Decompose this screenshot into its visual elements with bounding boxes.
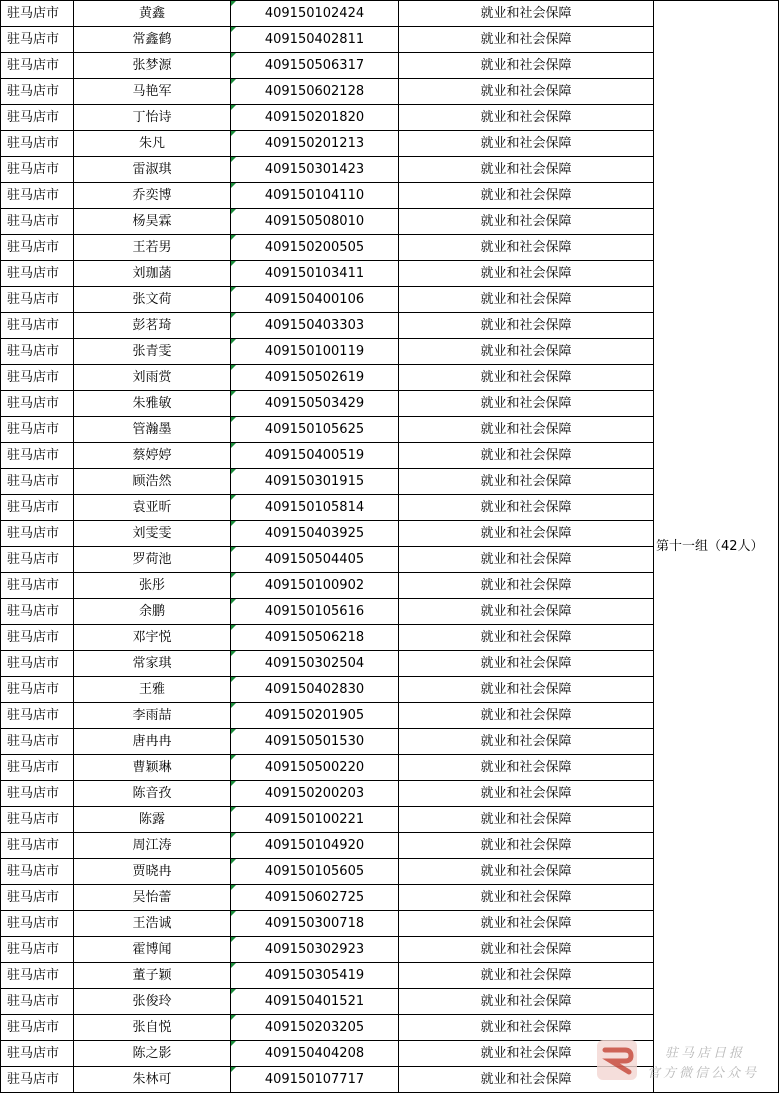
dept-cell: 就业和社会保障 [399,521,654,547]
id-cell: 409150400106 [231,287,399,313]
name-cell: 黄鑫 [74,1,231,27]
city-cell: 驻马店市 [1,235,74,261]
city-cell: 驻马店市 [1,53,74,79]
city-cell: 驻马店市 [1,27,74,53]
dept-cell: 就业和社会保障 [399,469,654,495]
id-cell: 409150105605 [231,859,399,885]
name-cell: 丁怡诗 [74,105,231,131]
dept-cell: 就业和社会保障 [399,677,654,703]
name-cell: 刘雨赏 [74,365,231,391]
name-cell: 朱林可 [74,1067,231,1093]
dept-cell: 就业和社会保障 [399,885,654,911]
name-cell: 曹颖琳 [74,755,231,781]
id-cell: 409150403925 [231,521,399,547]
id-cell: 409150506317 [231,53,399,79]
city-cell: 驻马店市 [1,599,74,625]
name-cell: 乔奕博 [74,183,231,209]
dept-cell: 就业和社会保障 [399,365,654,391]
id-cell: 409150402811 [231,27,399,53]
name-cell: 陈音孜 [74,781,231,807]
dept-cell: 就业和社会保障 [399,417,654,443]
name-cell: 常鑫鹤 [74,27,231,53]
city-cell: 驻马店市 [1,1,74,27]
group-label: 第十一组（42人） [654,1,779,1093]
id-cell: 409150302923 [231,937,399,963]
id-cell: 409150506218 [231,625,399,651]
id-cell: 409150602725 [231,885,399,911]
dept-cell: 就业和社会保障 [399,1041,654,1067]
watermark-line1: 驻马店日报 [665,1046,746,1061]
dept-cell: 就业和社会保障 [399,1,654,27]
id-cell: 409150200505 [231,235,399,261]
dept-cell: 就业和社会保障 [399,339,654,365]
id-cell: 409150201820 [231,105,399,131]
dept-cell: 就业和社会保障 [399,495,654,521]
city-cell: 驻马店市 [1,911,74,937]
id-cell: 409150100221 [231,807,399,833]
id-cell: 409150503429 [231,391,399,417]
dept-cell: 就业和社会保障 [399,989,654,1015]
name-cell: 罗荷池 [74,547,231,573]
name-cell: 余鹏 [74,599,231,625]
city-cell: 驻马店市 [1,1041,74,1067]
dept-cell: 就业和社会保障 [399,443,654,469]
table-row [1,1,779,27]
id-cell: 409150501530 [231,729,399,755]
name-cell: 彭茗琦 [74,313,231,339]
name-cell: 唐冉冉 [74,729,231,755]
id-cell: 409150404208 [231,1041,399,1067]
city-cell: 驻马店市 [1,521,74,547]
dept-cell: 就业和社会保障 [399,547,654,573]
city-cell: 驻马店市 [1,703,74,729]
dept-cell: 就业和社会保障 [399,937,654,963]
city-cell: 驻马店市 [1,781,74,807]
dept-cell: 就业和社会保障 [399,235,654,261]
id-cell: 409150107717 [231,1067,399,1093]
name-cell: 朱雅敏 [74,391,231,417]
id-cell: 409150500220 [231,755,399,781]
name-cell: 王浩诚 [74,911,231,937]
id-cell: 409150105625 [231,417,399,443]
dept-cell: 就业和社会保障 [399,703,654,729]
dept-cell: 就业和社会保障 [399,391,654,417]
dept-cell: 就业和社会保障 [399,573,654,599]
id-cell: 409150105814 [231,495,399,521]
dept-cell: 就业和社会保障 [399,261,654,287]
id-cell: 409150302504 [231,651,399,677]
dept-cell: 就业和社会保障 [399,859,654,885]
city-cell: 驻马店市 [1,729,74,755]
id-cell: 409150401521 [231,989,399,1015]
id-cell: 409150301915 [231,469,399,495]
city-cell: 驻马店市 [1,547,74,573]
city-cell: 驻马店市 [1,573,74,599]
dept-cell: 就业和社会保障 [399,79,654,105]
dept-cell: 就业和社会保障 [399,157,654,183]
name-cell: 周江涛 [74,833,231,859]
id-cell: 409150105616 [231,599,399,625]
city-cell: 驻马店市 [1,469,74,495]
name-cell: 马艳军 [74,79,231,105]
dept-cell: 就业和社会保障 [399,53,654,79]
city-cell: 驻马店市 [1,339,74,365]
city-cell: 驻马店市 [1,677,74,703]
city-cell: 驻马店市 [1,391,74,417]
dept-cell: 就业和社会保障 [399,313,654,339]
city-cell: 驻马店市 [1,1015,74,1041]
newspaper-watermark [595,1034,777,1090]
dept-cell: 就业和社会保障 [399,781,654,807]
city-cell: 驻马店市 [1,365,74,391]
id-cell: 409150100119 [231,339,399,365]
city-cell: 驻马店市 [1,755,74,781]
dept-cell: 就业和社会保障 [399,911,654,937]
name-cell: 张文荷 [74,287,231,313]
name-cell: 张俊玲 [74,989,231,1015]
newspaper-logo-icon [595,1038,639,1082]
name-cell: 蔡婷婷 [74,443,231,469]
name-cell: 刘雯雯 [74,521,231,547]
city-cell: 驻马店市 [1,183,74,209]
dept-cell: 就业和社会保障 [399,833,654,859]
city-cell: 驻马店市 [1,313,74,339]
city-cell: 驻马店市 [1,209,74,235]
dept-cell: 就业和社会保障 [399,209,654,235]
city-cell: 驻马店市 [1,833,74,859]
dept-cell: 就业和社会保障 [399,105,654,131]
dept-cell: 就业和社会保障 [399,599,654,625]
id-cell: 409150100902 [231,573,399,599]
id-cell: 409150502619 [231,365,399,391]
id-cell: 409150103411 [231,261,399,287]
city-cell: 驻马店市 [1,261,74,287]
city-cell: 驻马店市 [1,807,74,833]
name-cell: 朱凡 [74,131,231,157]
name-cell: 张青雯 [74,339,231,365]
name-cell: 张梦源 [74,53,231,79]
name-cell: 管瀚墨 [74,417,231,443]
dept-cell: 就业和社会保障 [399,729,654,755]
city-cell: 驻马店市 [1,989,74,1015]
name-cell: 陈露 [74,807,231,833]
id-cell: 409150402830 [231,677,399,703]
id-cell: 409150403303 [231,313,399,339]
city-cell: 驻马店市 [1,651,74,677]
city-cell: 驻马店市 [1,495,74,521]
name-cell: 贾晓冉 [74,859,231,885]
city-cell: 驻马店市 [1,417,74,443]
city-cell: 驻马店市 [1,859,74,885]
name-cell: 杨昊霖 [74,209,231,235]
city-cell: 驻马店市 [1,105,74,131]
id-cell: 409150104110 [231,183,399,209]
city-cell: 驻马店市 [1,443,74,469]
dept-cell: 就业和社会保障 [399,1015,654,1041]
id-cell: 409150201213 [231,131,399,157]
dept-cell: 就业和社会保障 [399,963,654,989]
dept-cell: 就业和社会保障 [399,131,654,157]
name-cell: 邓宇悦 [74,625,231,651]
dept-cell: 就业和社会保障 [399,287,654,313]
city-cell: 驻马店市 [1,963,74,989]
dept-cell: 就业和社会保障 [399,183,654,209]
name-cell: 王雅 [74,677,231,703]
city-cell: 驻马店市 [1,131,74,157]
id-cell: 409150508010 [231,209,399,235]
city-cell: 驻马店市 [1,625,74,651]
name-cell: 雷淑琪 [74,157,231,183]
name-cell: 王若男 [74,235,231,261]
id-cell: 409150201905 [231,703,399,729]
name-cell: 张自悦 [74,1015,231,1041]
name-cell: 顾浩然 [74,469,231,495]
id-cell: 409150305419 [231,963,399,989]
watermark-line2: 官方微信公众号 [647,1066,760,1081]
dept-cell: 就业和社会保障 [399,1067,654,1093]
id-cell: 409150504405 [231,547,399,573]
dept-cell: 就业和社会保障 [399,807,654,833]
dept-cell: 就业和社会保障 [399,625,654,651]
city-cell: 驻马店市 [1,287,74,313]
name-cell: 李雨喆 [74,703,231,729]
dept-cell: 就业和社会保障 [399,755,654,781]
city-cell: 驻马店市 [1,937,74,963]
name-cell: 刘珈菡 [74,261,231,287]
id-cell: 409150602128 [231,79,399,105]
name-cell: 张彤 [74,573,231,599]
name-cell: 陈之影 [74,1041,231,1067]
id-cell: 409150301423 [231,157,399,183]
id-cell: 409150300718 [231,911,399,937]
city-cell: 驻马店市 [1,157,74,183]
city-cell: 驻马店市 [1,885,74,911]
id-cell: 409150203205 [231,1015,399,1041]
city-cell: 驻马店市 [1,1067,74,1093]
dept-cell: 就业和社会保障 [399,27,654,53]
roster-body [1,1,779,1093]
id-cell: 409150200203 [231,781,399,807]
city-cell: 驻马店市 [1,79,74,105]
name-cell: 袁亚昕 [74,495,231,521]
id-cell: 409150102424 [231,1,399,27]
name-cell: 常家琪 [74,651,231,677]
name-cell: 吴怡蕾 [74,885,231,911]
dept-cell: 就业和社会保障 [399,651,654,677]
id-cell: 409150104920 [231,833,399,859]
name-cell: 董子颖 [74,963,231,989]
id-cell: 409150400519 [231,443,399,469]
name-cell: 霍博闻 [74,937,231,963]
